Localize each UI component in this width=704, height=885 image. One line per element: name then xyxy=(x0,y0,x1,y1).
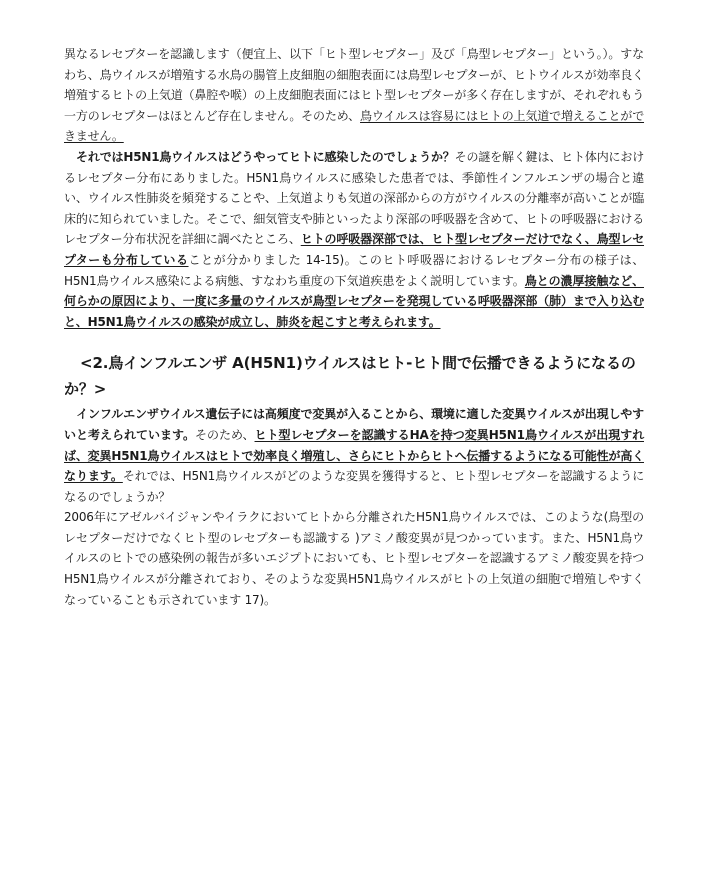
body-text: そのため、 xyxy=(195,427,255,442)
bold-statement: インフルエンザウイルス遺伝子には高頻度で変異が入ることから、環境に適した変異ウイルスが出現しやすいと考えられています。 xyxy=(64,407,644,442)
bold-underlined-finding: ヒトの呼吸器深部では、ヒト型レセプターだけでなく、鳥型レセプターも分布している xyxy=(64,232,645,267)
document-page xyxy=(64,44,644,610)
bold-question: それではH5N1鳥ウイルスはどうやってヒトに感染したのでしょうか？ xyxy=(76,149,455,164)
paragraph-evidence: 2006年にアゼルバイジャンやイラクにおいてヒトから分離されたH5N1鳥ウイルスでは、このような(鳥型のレセプターだけでなくヒト型のレセプターも認識する )アミノ酸変異が見つかっています。また、H5N1鳥ウイルスのヒトでの感染例の報告が多いエジプトにおいても、ヒト型レセプターを認識するアミノ酸変異を持つH5N1鳥ウイルスが分離されており、そのような変異H5N1鳥ウイルスがヒトの上気道の細胞で増殖しやすくなっていることも示されています 17)。 xyxy=(64,510,644,607)
body-text-2: ことが分かりました 14-15)。このヒト呼吸器におけるレセプター分布の様子は、H5N1鳥ウイルス感染による病態、すなわち重度の下気道疾患をよく説明しています。 xyxy=(64,252,645,288)
bold-underlined-statement: ヒト型レセプターを認識するHAを持つ変異H5N1鳥ウイルスが出現すれば、変異H5N1鳥ウイルスはヒトで効率良く増殖し、さらにヒトからヒトへ伝播するようになる可能性が高くなります。 xyxy=(64,427,644,484)
receptor-text: 異なるレセプターを認識します（便宜上、以下「ヒト型レセプター」及び「鳥型レセプター」という。）。すなわち、鳥ウイルスが増殖する水鳥の腸管上皮細胞の細胞表面には鳥型レセプターが、ヒトウイルスが効率良く増殖するヒトの上気道（鼻腔や喉）の上皮細胞表面にはヒト型レセプターが多く存在しますが、それぞれもう一方のレセプターはほとんど存在しません。そのため、 xyxy=(64,47,644,123)
bold-underlined-conclusion: 鳥との濃厚接触など、何らかの原因により、一度に多量のウイルスが鳥型レセプターを発現している呼吸器深部（肺）まで入り込むと、H5N1鳥ウイルスの感染が成立し、肺炎を起こすと考えられます。 xyxy=(64,273,644,329)
paragraph-mutation xyxy=(64,404,644,507)
section-heading xyxy=(64,350,644,402)
body-text: その謎を解く鍵は、ヒト体内におけるレセプター分布にありました。H5N1鳥ウイルスに感染した患者では、季節性インフルエンザの場合と違い、ウイルス性肺炎を頻発することや、上気道よりも気道の深部からの方がウイルスの分離率が高いことが臨床的に知られていました。そこで、細気管支や肺といったより深部の呼吸器を含めて、ヒトの呼吸器におけるレセプター分布状況を詳細に調べたところ、 xyxy=(64,149,645,247)
section-heading-text: <2.鳥インフルエンザ A(H5N1)ウイルスはヒト-ヒト間で伝播できるようになるのか？> xyxy=(64,354,636,399)
underlined-statement: 鳥ウイルスは容易にはヒトの上気道で増えることができません。 xyxy=(64,108,645,144)
paragraph-receptor-distribution xyxy=(64,44,644,147)
body-text-2: それでは、H5N1鳥ウイルスがどのような変異を獲得すると、ヒト型レセプターを認識するようになるのでしょうか？ xyxy=(64,469,644,504)
paragraph-infection-mechanism xyxy=(64,147,644,332)
